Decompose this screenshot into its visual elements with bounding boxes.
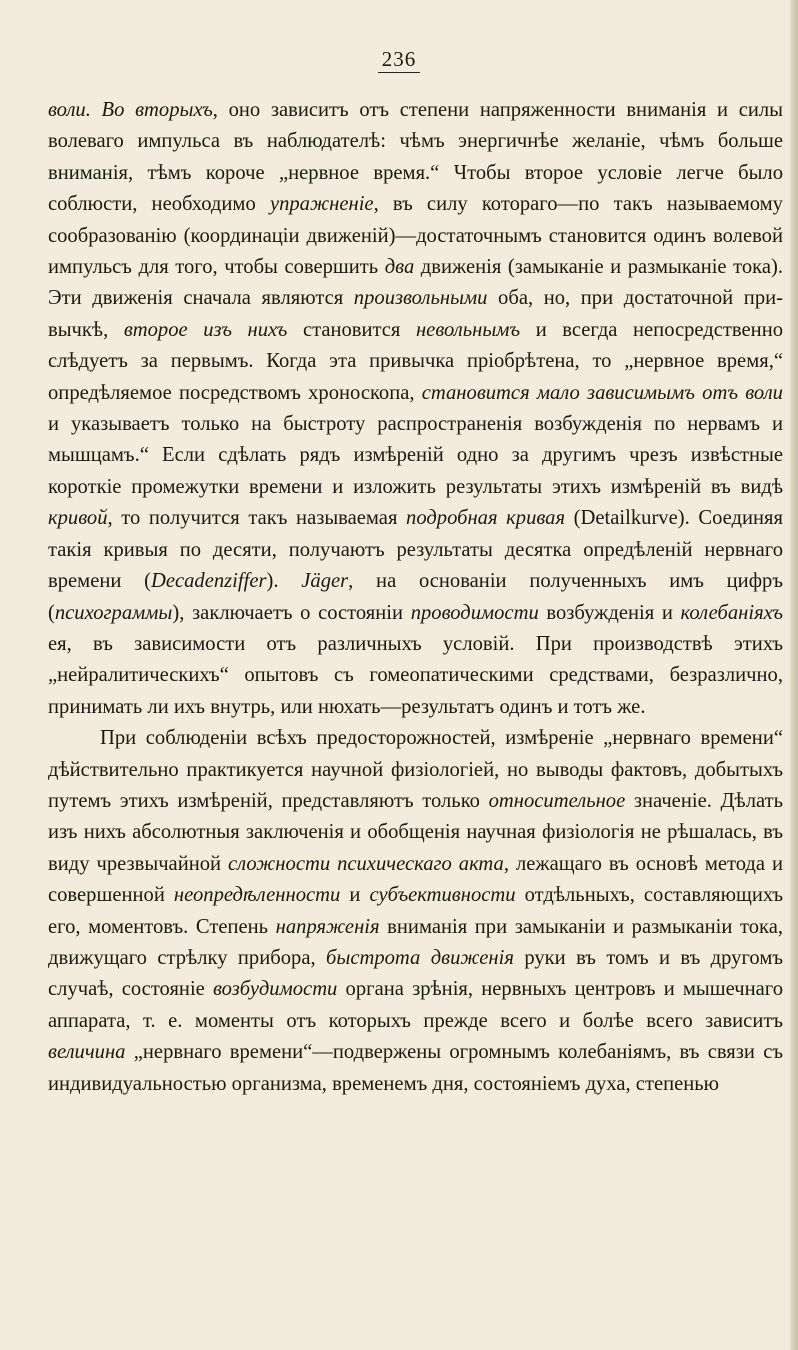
italic-emphasis: сложности психическаго акта: [228, 852, 504, 875]
text-run: движенія (замыканіе и размыканіе тока). Эти движенія сначала являются: [48, 256, 783, 310]
italic-emphasis: относительное: [488, 789, 626, 812]
italic-emphasis: быстрота движенія: [326, 946, 514, 969]
italic-emphasis: Decadenziffer: [150, 570, 267, 593]
page-number: 236: [0, 47, 798, 72]
text-run: , оно зависитъ отъ степени напряженности вниманія и силы волеваго импульса въ наблюдателѣ: чѣмъ энергичнѣе желаніе, чѣмъ больше вниманія, тѣмъ короче „нервное время.“ Чтобы второе условіе легче было соблюсти, необходимо: [48, 99, 783, 216]
text-run: При соблюденіи всѣхъ предосторожностей, измѣреніе „нервнаго времени“ дѣйствительно практикуется научной физіологіей, но выводы фактовъ, добытыхъ путемъ этихъ измѣреній, представляютъ только: [48, 727, 783, 812]
text-run: руки въ томъ и въ другомъ случаѣ, состояніе: [48, 946, 784, 1001]
paragraph: [48, 95, 783, 723]
text-run: и указываетъ только на быстроту распространенія возбужденія по нервамъ и мышцамъ.“ Если сдѣлать рядъ измѣреній одно за другимъ чрезъ извѣстные короткіе промежутки времени и изложить результаты этихъ измѣреній въ видѣ: [48, 413, 783, 498]
page-edge-shadow: [790, 0, 798, 1350]
italic-emphasis: Jäger: [301, 570, 349, 593]
italic-emphasis: возбудимости: [213, 978, 338, 1001]
text-run: „нервнаго времени“—подвержены огромнымъ колебаніямъ, въ связи съ индивидуальностью организма, временемъ дня, состояніемъ духа, степенью: [48, 1041, 783, 1095]
text-run: , лежащаго въ основѣ метода и совершенной: [48, 852, 783, 907]
text-run: становится: [287, 318, 416, 341]
italic-emphasis: напряженія: [275, 915, 380, 938]
text-run: , въ силу котораго—по такъ называемому сообразованію (координаціи движеній)—достаточнымъ становится одинъ волевой импульсъ для того, чтобы совершить: [48, 193, 783, 279]
text-run: и: [340, 884, 370, 907]
italic-emphasis: произвольными: [353, 287, 488, 310]
italic-emphasis: воли. Во вторыхъ: [48, 99, 213, 121]
text-run: , то получится такъ называемая: [107, 507, 407, 530]
italic-emphasis: упражненіе: [269, 193, 374, 216]
italic-emphasis: невольнымъ: [415, 318, 521, 341]
text-run: (Detailkurve). Соединяя такія кривыя по десяти, получаютъ результаты десятка опредѣленій нервнаго времени (: [48, 507, 783, 593]
italic-emphasis: субъективности: [369, 884, 516, 907]
text-run: возбужденія и: [538, 601, 681, 624]
italic-emphasis: становится мало зависимымъ отъ воли: [421, 381, 783, 404]
italic-emphasis: неопредѣленности: [173, 884, 341, 907]
italic-emphasis: величина: [48, 1041, 126, 1064]
paragraph: [48, 723, 783, 1100]
text-run: ).: [266, 570, 302, 593]
text-run: оба, но, при достаточной привычкѣ,: [48, 287, 783, 341]
text-run: значеніе. Дѣлать изъ нихъ абсолютныя заключенія и обобщенія научная физіологія не рѣшалась, въ виду чрезвычайной: [48, 789, 783, 875]
text-run: отдѣльныхъ, составляющихъ его, моментовъ. Степень: [48, 884, 784, 938]
italic-emphasis: проводимости: [410, 601, 539, 624]
text-run: и всегда непосредственно слѣдуетъ за первымъ. Когда эта привычка пріобрѣтена, то „нервное время,“ опредѣляемое посредствомъ хроноскопа,: [48, 318, 784, 404]
italic-emphasis: подробная кривая: [406, 507, 566, 530]
italic-emphasis: психограммы: [54, 601, 173, 624]
italic-emphasis: колебаніяхъ: [680, 601, 783, 624]
italic-emphasis: кривой: [48, 507, 108, 530]
text-run: , на основаніи полученныхъ имъ цифръ (: [48, 570, 783, 624]
text-run: ), заключаетъ о состояніи: [172, 601, 411, 624]
italic-emphasis: два: [384, 256, 415, 279]
italic-emphasis: второе изъ нихъ: [123, 318, 288, 341]
text-run: органа зрѣнія, нервныхъ центровъ и мышечнаго аппарата, т. е. моменты отъ которыхъ прежде всего и болѣе всего зависитъ: [48, 978, 784, 1032]
text-run: вниманія при замыканіи и размыканіи тока, движущаго стрѣлку прибора,: [48, 915, 783, 969]
body-text: [48, 95, 783, 1100]
text-run: ея, въ зависимости отъ различныхъ условій. При производствѣ этихъ „нейралитическихъ“ опытовъ съ гомеопатическими средствами, безразлично, принимать ли ихъ внутрь, или нюхать—результатъ одинъ и тотъ же.: [48, 632, 783, 718]
